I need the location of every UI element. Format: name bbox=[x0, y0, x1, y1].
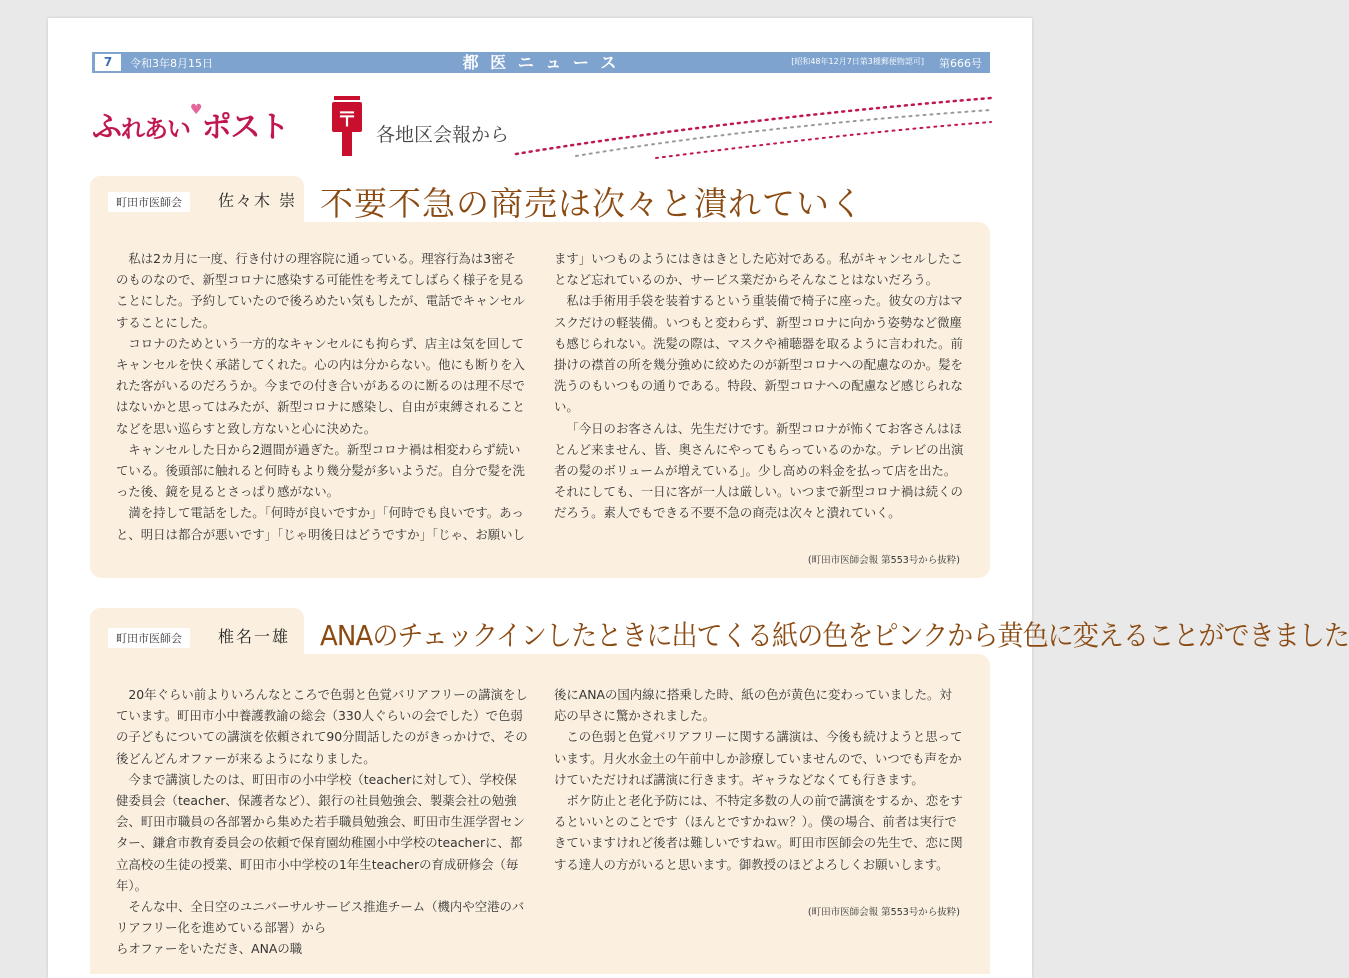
article-1 bbox=[90, 176, 990, 596]
article-2-right-column bbox=[554, 684, 964, 875]
paragraph: 私は手術用手袋を装着するという重装備で椅子に座った。彼女の方はマスクだけの軽装備。いつもと変わらず、新型コロナに向かう姿勢など微塵も感じられない。洗髪の際は、マスクや補聴器を取るように言われた。前掛けの襟首の所を幾分強めに絞めたのが新型コロナへの配慮なのか。髪を洗うのもいつもの通りである。特段、新型コロナへの配慮など感じられない。 bbox=[554, 293, 963, 415]
page-header-bar bbox=[92, 52, 990, 73]
decorative-dotted-lines bbox=[516, 94, 996, 164]
paragraph: 後にANAの国内線に搭乗した時、紙の色が黄色に変わっていました。対応の早さに驚かされました。 bbox=[554, 687, 952, 724]
article-2-left-column bbox=[116, 684, 528, 960]
paragraph: キャンセルした日から2週間が過ぎた。新型コロナ禍は相変わらず続いている。後頭部に触れると何時もより幾分髪が多いようだ。自分で髪を洗った後、鏡を見るとさっぱり感がない。 bbox=[116, 441, 525, 500]
paragraph: ます」いつものようにはきはきとした応対である。私がキャンセルしたことなど忘れているのか、サービス業だからそんなことはないだろう。 bbox=[554, 251, 963, 288]
postbox-icon bbox=[332, 96, 362, 158]
heart-icon: ♥ bbox=[190, 102, 202, 118]
paragraph: 私は2カ月に一度、行き付けの理容院に通っている。理容行為は3密そのものなので、新型コロナに感染する可能性を考えてしばらく様子を見ることにした。予約していたので後ろめたい気もしたが、電話でキャンセルすることにした。 bbox=[116, 251, 525, 330]
article-1-association: 町田市医師会 bbox=[108, 192, 190, 212]
paragraph: コロナのためという一方的なキャンセルにも拘らず、店主は気を回してキャンセルを快く承諾してくれた。心の内は分からない。他にも断りを入れた客がいるのだろうか。今までの付き合いがあるのに断るのは理不尽ではないかと思ってはみたが、新型コロナに感染し、自由が束縛されることなどを思い巡らすと致し方ないと心に決めた。 bbox=[116, 335, 525, 436]
logo-prefix: ふ bbox=[92, 110, 121, 145]
paragraph: 20年ぐらい前よりいろんなところで色弱と色覚バリアフリーの講演をしています。町田市小中養護教諭の総会（330人ぐらいの会でした）で色弱の子どもについての講演を依頼されて90分間話したのがきっかけで、その後どんどんオファーが来るようになりました。 bbox=[116, 687, 528, 766]
paragraph: この色弱と色覚バリアフリーに関する講演は、今後も続けようと思っています。月火水金土の午前中しか診療していませんので、いつでも声をかけていただければ講演に行きます。ギャラなどなくても行きます。 bbox=[554, 729, 963, 787]
paragraph: 満を持して電話をした。「何時が良いですか」「何時でも良いです。あっと、明日は都合が悪いです」「じゃ明後日はどうですか」「じゃ、お願いし bbox=[116, 505, 525, 542]
issue-number: 第666号 bbox=[939, 57, 982, 70]
paragraph: ボケ防止と老化予防には、不特定多数の人の前で講演をするか、恋をするといいとのことです（ほんとですかねｗ？）。僕の場合、前者は実行できていますけれど後者は難しいですねｗ。町田市医師会の先生で、恋に関する達人の方がいると思います。御教授のほどよろしくお願いします。 bbox=[554, 793, 963, 872]
section-logo bbox=[92, 102, 289, 146]
article-1-credit: (町田市医師会報 第553号から抜粋) bbox=[807, 555, 960, 566]
article-1-author: 佐々木 崇 bbox=[218, 191, 298, 210]
issue-date: 令和3年8月15日 bbox=[130, 57, 213, 70]
article-2-headline: ANAのチェックインしたときに出てくる紙の色をピンクから黄色に変えることができました bbox=[320, 619, 1349, 652]
newspaper-page bbox=[48, 18, 1349, 978]
article-2-author: 椎名一雄 bbox=[218, 627, 291, 646]
article-2 bbox=[90, 608, 1349, 968]
article-1-right-column bbox=[554, 248, 964, 524]
logo-suffix: ポスト bbox=[201, 110, 289, 145]
mail-permit: [昭和48年12月7日第3種郵便物認可] bbox=[791, 57, 924, 66]
article-2-association: 町田市医師会 bbox=[108, 628, 190, 648]
logo-mid: れあい bbox=[121, 115, 190, 143]
svg-text:〒: 〒 bbox=[337, 107, 357, 131]
paragraph: そんな中、全日空のユニバーサルサービス推進チーム（機内や空港のバリアフリー化を進めている部署）から bbox=[116, 899, 525, 936]
page-number: 7 bbox=[95, 54, 121, 71]
paragraph: 「今日のお客さんは、先生だけです。新型コロナが怖くてお客さんはほとんど来ません、皆、奥さんにやってもらっているのかな。テレビの出演者の髪のボリュームが増えている」。少し高めの料金を払って店を出た。それにしても、一日に客が一人は厳しい。いつまで新型コロナ禍は続くのだろう。素人でもできる不要不急の商売は次々と潰れていく。 bbox=[554, 420, 964, 521]
article-1-left-column bbox=[116, 248, 528, 545]
article-2-credit: (町田市医師会報 第553号から抜粋) bbox=[807, 907, 960, 918]
article-1-headline: 不要不急の商売は次々と潰れていく bbox=[320, 184, 864, 223]
newspaper-title: 都 医 ニ ュ ー ス bbox=[462, 53, 620, 72]
paragraph: らオファーをいただき、ANAの職 bbox=[116, 941, 303, 957]
section-subtitle: 各地区会報から bbox=[376, 124, 510, 146]
paragraph: 今まで講演したのは、町田市の小中学校（teacherに対して）、学校保健委員会（teacher、保護者など）、銀行の社員勉強会、製薬会社の勉強会、町田市職員の各部署から集めた若手職員勉強会、町田市生涯学習センター、鎌倉市教育委員会の依頼で保育園幼稚園小中学校のteacherに、都立高校の生徒の授業、町田市小中学校の1年生teacherの育成研修会（毎年）。 bbox=[116, 771, 525, 893]
